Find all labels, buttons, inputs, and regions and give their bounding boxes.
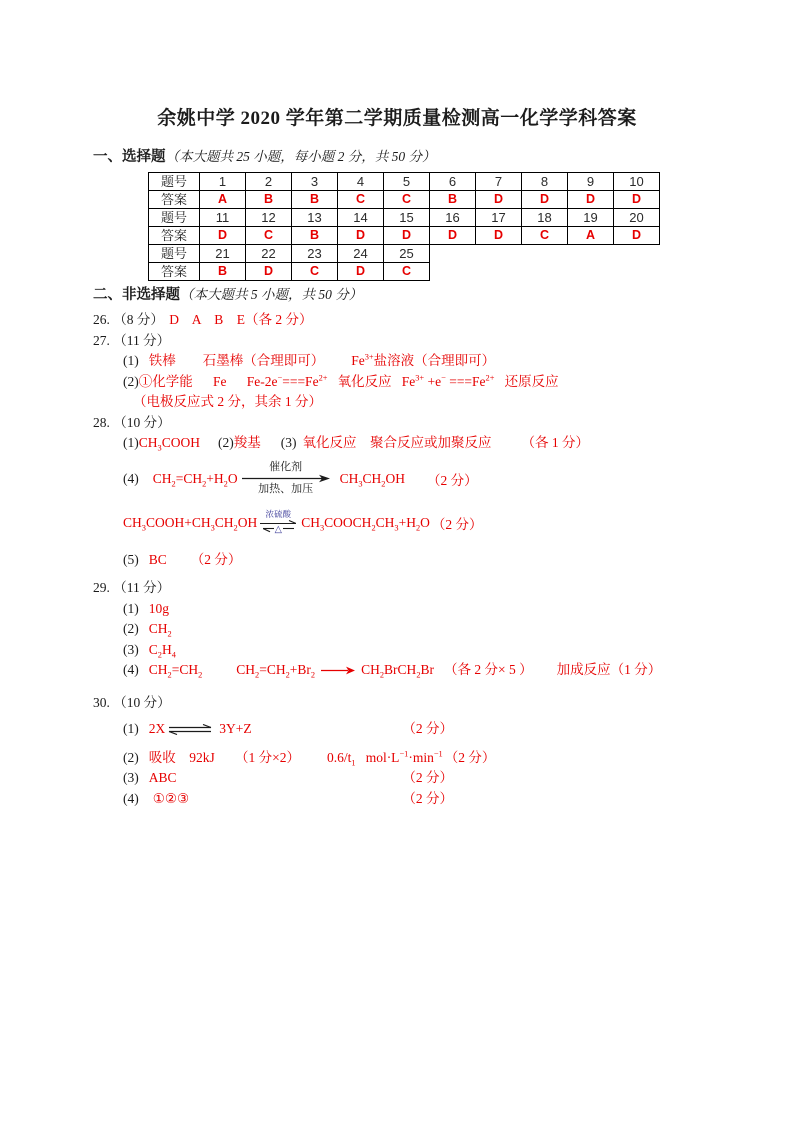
item-score: （各 1 分） — [521, 435, 589, 450]
item-answer: 氧化反应 聚合反应或加聚反应 — [302, 435, 492, 450]
table-row — [149, 245, 660, 263]
answer-cell: B — [292, 227, 338, 245]
answer-cell: C — [338, 191, 384, 209]
question-29-number: 29. — [93, 580, 110, 595]
answer-cell: B — [292, 191, 338, 209]
question-number-cell: 23 — [292, 245, 338, 263]
question-26 — [93, 310, 794, 331]
question-30-item-4 — [123, 789, 453, 810]
table-row — [149, 209, 660, 227]
question-27-item-1 — [123, 351, 794, 372]
arrow-condition-bottom: 加热、加压 — [258, 483, 314, 495]
harpoon-line-icon — [283, 527, 294, 533]
item-label: (4) — [123, 662, 139, 677]
item-answer: $CH_3COOH$ — [138, 435, 200, 453]
question-28-ester-equation — [123, 506, 794, 540]
section-1-title: 一、选择题 — [93, 149, 166, 165]
item-label: (1) — [123, 600, 139, 616]
question-29-item-2 — [123, 619, 794, 640]
question-29 — [93, 578, 794, 599]
question-number-cell: 8 — [522, 173, 568, 191]
right-arrow-icon — [242, 474, 330, 483]
empty-cell — [614, 245, 660, 263]
item-label: (2) — [217, 435, 234, 450]
answer-cell: D — [430, 227, 476, 245]
item-answer: 羧基 — [233, 435, 261, 450]
item-answer: ①化学能 Fe $Fe-2e^-===Fe^{2+}$ 氧化反应 $Fe^{3+} +e^- ===Fe^{2+}$ 还原反应 — [138, 373, 559, 389]
question-30-item-3 — [123, 768, 453, 789]
row-header-cell: 答案 — [149, 227, 200, 245]
item-answer: 吸收 92kJ （1 分×2） $0.6/t_1$ $mol\cdot L^{-1}\cdot\min^{-1}$ — [148, 749, 443, 768]
equation-lhs: $CH_2=CH_2+Br_2$ — [236, 662, 316, 680]
item-answer: BC — [148, 551, 167, 567]
answer-cell: D — [384, 227, 430, 245]
equation-lhs: 2X — [148, 721, 166, 736]
question-number-cell: 4 — [338, 173, 384, 191]
question-number-cell: 6 — [430, 173, 476, 191]
reaction-arrow — [242, 462, 330, 495]
question-number-cell: 15 — [384, 209, 430, 227]
question-28-score: （10 分） — [113, 414, 171, 430]
answer-cell: D — [614, 227, 660, 245]
section-1-heading — [93, 147, 794, 168]
question-27-note — [133, 392, 794, 413]
item-label: (4) — [123, 790, 139, 806]
answer-cell: D — [476, 227, 522, 245]
answer-cell: D — [338, 227, 384, 245]
question-number-cell: 2 — [246, 173, 292, 191]
item-label: (1) — [123, 435, 139, 450]
scoring-note: （电极反应式 2 分，其余 1 分） — [133, 394, 322, 409]
question-30-item-1 — [123, 719, 453, 740]
question-number-cell: 24 — [338, 245, 384, 263]
question-number-cell: 17 — [476, 209, 522, 227]
answer-table — [148, 172, 660, 281]
arrow-condition-top: 浓硫酸 — [265, 509, 291, 519]
question-number-cell: 25 — [384, 245, 430, 263]
question-28-item-5 — [123, 550, 794, 571]
question-26-answer: D A B E（各 2 分） — [169, 312, 313, 327]
row-header-cell: 题号 — [149, 245, 200, 263]
item-label: (3) — [123, 641, 139, 657]
question-number-cell: 9 — [568, 173, 614, 191]
empty-cell — [614, 263, 660, 281]
section-1-note: （本大题共 25 小题，每小题 2 分，共 50 分） — [165, 149, 436, 164]
answer-cell: A — [200, 191, 246, 209]
empty-cell — [430, 263, 476, 281]
item-label: (3) — [280, 435, 297, 450]
arrow-condition-top: 催化剂 — [269, 461, 303, 473]
answer-cell: D — [200, 227, 246, 245]
item-score: （2 分） — [402, 770, 453, 785]
arrow-condition-bottom — [263, 526, 294, 536]
question-29-item-4 — [123, 660, 794, 681]
question-30 — [93, 693, 794, 714]
row-header-cell: 答案 — [149, 191, 200, 209]
table-row — [149, 227, 660, 245]
item-label: (1) — [123, 721, 139, 736]
question-27-item-2 — [123, 372, 794, 393]
question-number-cell: 20 — [614, 209, 660, 227]
answer-cell: C — [522, 227, 568, 245]
question-28 — [93, 413, 794, 434]
question-26-score: （8 分） — [113, 312, 164, 327]
item-answer: $CH_2=CH_2$ — [148, 662, 203, 680]
answer-table-body — [149, 173, 660, 281]
question-28-items-1-3 — [123, 433, 794, 454]
right-arrow-icon — [321, 666, 355, 675]
answer-cell: D — [246, 263, 292, 281]
answer-cell: C — [292, 263, 338, 281]
question-28-number: 28. — [93, 414, 110, 430]
empty-cell — [476, 245, 522, 263]
answer-cell: D — [614, 191, 660, 209]
question-number-cell: 14 — [338, 209, 384, 227]
equilibrium-arrow — [260, 510, 296, 535]
question-30-score: （10 分） — [113, 694, 171, 710]
question-number-cell: 18 — [522, 209, 568, 227]
item-score: （2 分） — [402, 790, 453, 806]
empty-cell — [476, 263, 522, 281]
answer-cell: B — [430, 191, 476, 209]
item-label: (3) — [123, 770, 139, 785]
question-number-cell: 13 — [292, 209, 338, 227]
empty-cell — [430, 245, 476, 263]
item-label: (2) — [123, 621, 139, 636]
empty-cell — [568, 245, 614, 263]
question-number-cell: 19 — [568, 209, 614, 227]
section-2-heading — [93, 285, 794, 306]
item-answer: $CH_2$ — [148, 621, 172, 639]
question-number-cell: 12 — [246, 209, 292, 227]
item-answer: 铁棒 石墨棒（合理即可） $Fe^{3+}$盐溶液（合理即可） — [148, 352, 496, 368]
section-2-title: 二、非选择题 — [93, 287, 180, 303]
row-header-cell: 题号 — [149, 173, 200, 191]
question-number-cell: 3 — [292, 173, 338, 191]
empty-cell — [568, 263, 614, 281]
page-title: 余姚中学 2020 学年第二学期质量检测高一化学学科答案 — [157, 108, 637, 129]
question-30-item-2 — [123, 748, 794, 769]
item-label: (2) — [123, 373, 139, 389]
item-score: （2 分） — [426, 472, 478, 488]
item-label: (2) — [123, 749, 139, 765]
item-score: （各 2 分× 5 ） — [444, 662, 533, 677]
equation-lhs: $CH_3COOH+CH_3CH_2OH$ — [123, 514, 258, 533]
item-answer: $C_2H_4$ — [148, 641, 176, 660]
question-29-score: （11 分） — [113, 580, 171, 595]
item-label: (5) — [123, 551, 139, 567]
answer-cell: C — [246, 227, 292, 245]
answer-cell: D — [568, 191, 614, 209]
item-label: (1) — [123, 353, 139, 368]
item-label: (4) — [123, 470, 139, 486]
question-27-score: （11 分） — [113, 332, 171, 348]
question-27-number: 27. — [93, 332, 110, 348]
question-number-cell: 7 — [476, 173, 522, 191]
item-answer: ①②③ — [152, 790, 190, 806]
equation-lhs: $CH_2=CH_2+H_2O$ — [152, 470, 238, 489]
table-row — [149, 191, 660, 209]
section-2-note: （本大题共 5 小题，共 50 分） — [180, 287, 363, 302]
table-row — [149, 173, 660, 191]
answer-cell: B — [200, 263, 246, 281]
answer-cell: D — [522, 191, 568, 209]
question-number-cell: 21 — [200, 245, 246, 263]
question-number-cell: 16 — [430, 209, 476, 227]
harpoon-right-icon — [260, 520, 296, 525]
question-29-item-3 — [123, 640, 794, 661]
harpoon-left-icon — [263, 527, 274, 533]
answer-cell: D — [338, 263, 384, 281]
row-header-cell: 答案 — [149, 263, 200, 281]
empty-cell — [522, 245, 568, 263]
equation-rhs: 3Y+Z — [219, 721, 252, 736]
item-score: （2 分） — [431, 516, 483, 532]
equation-rhs: $CH_3COOCH_2CH_3+H_2O$ — [301, 514, 430, 533]
answer-cell: B — [246, 191, 292, 209]
item-score: （2 分） — [402, 721, 453, 736]
question-number-cell: 22 — [246, 245, 292, 263]
row-header-cell: 题号 — [149, 209, 200, 227]
question-28-item-4 — [123, 460, 794, 498]
answer-cell: C — [384, 191, 430, 209]
item-score: （2 分） — [190, 551, 242, 567]
empty-cell — [522, 263, 568, 281]
heat-symbol: △ — [274, 524, 282, 535]
item-answer: ABC — [148, 770, 177, 785]
question-30-number: 30. — [93, 694, 110, 710]
item-answer: 加成反应（1 分） — [556, 662, 662, 677]
question-number-cell: 11 — [200, 209, 246, 227]
question-number-cell: 1 — [200, 173, 246, 191]
question-number-cell: 5 — [384, 173, 430, 191]
item-score: （2 分） — [444, 749, 496, 765]
question-number-cell: 10 — [614, 173, 660, 191]
item-answer: 10g — [148, 600, 169, 616]
question-26-number: 26. — [93, 312, 110, 327]
answer-cell: D — [476, 191, 522, 209]
answer-cell: A — [568, 227, 614, 245]
answer-cell: C — [384, 263, 430, 281]
equilibrium-arrow-icon — [167, 724, 213, 735]
table-row — [149, 263, 660, 281]
equation-rhs: $CH_2BrCH_2Br$ — [361, 662, 434, 680]
question-27 — [93, 331, 794, 352]
equation-rhs: $CH_3CH_2OH$ — [339, 470, 405, 489]
question-29-item-1 — [123, 599, 794, 620]
